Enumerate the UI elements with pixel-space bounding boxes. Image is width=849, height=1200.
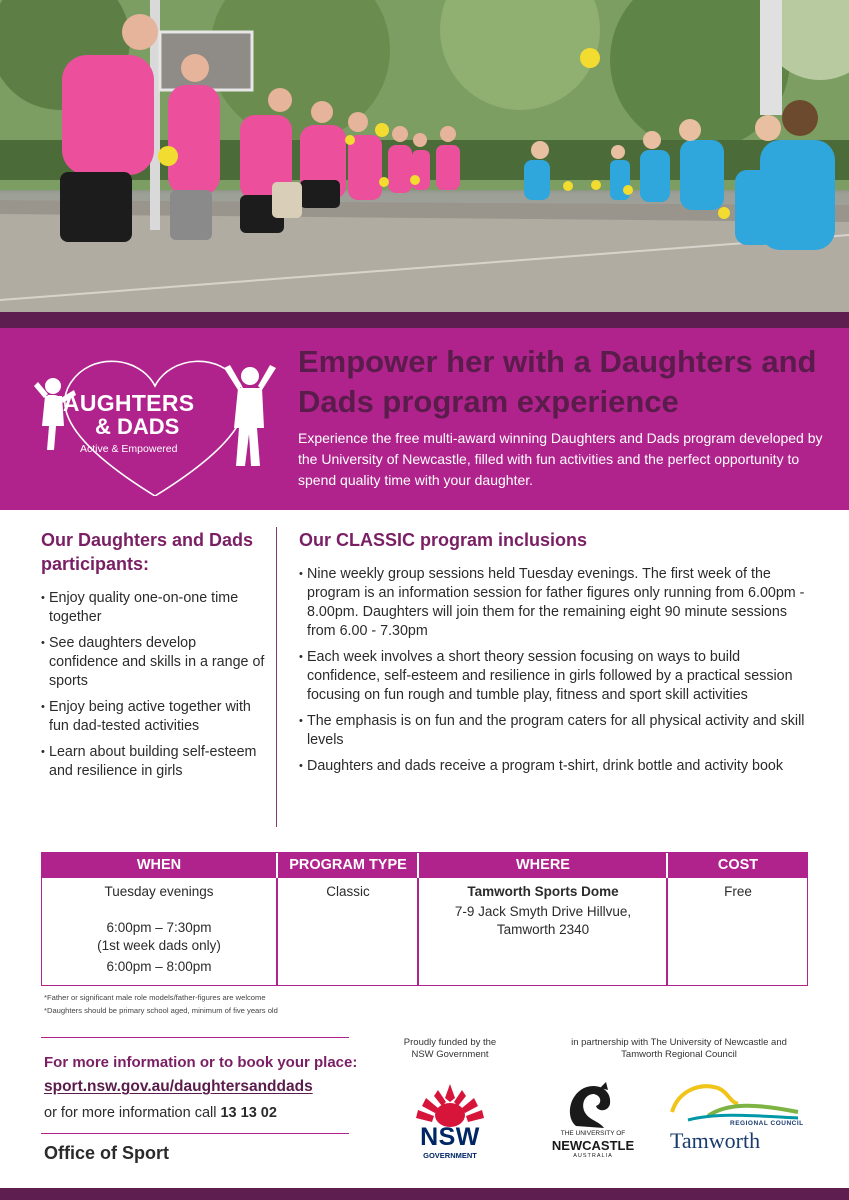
- logo-tagline: Active & Empowered: [80, 443, 178, 455]
- participants-list: [41, 589, 266, 781]
- uon-logo-line1: THE UNIVERSITY OF: [560, 1130, 626, 1137]
- contact-phone-line: [44, 1105, 277, 1121]
- uon-logo-line2: NEWCASTLE: [551, 1138, 635, 1153]
- header-program-type: PROGRAM TYPE: [289, 857, 407, 873]
- list-item: • Enjoy quality one-on-one time together: [41, 589, 266, 627]
- funding-line: Proudly funded by the: [403, 1037, 497, 1048]
- partnership-line: in partnership with The University of Newcastle and: [571, 1037, 787, 1048]
- footer-bar: [0, 1188, 849, 1200]
- landscape-icon: [668, 1082, 808, 1124]
- nsw-government-logo: [414, 1082, 486, 1162]
- list-item: • See daughters develop confidence and skills in a range of sports: [41, 634, 266, 691]
- list-item: • Each week involves a short theory session focusing on ways to build confidence, self-esteem and resilience in girls followed by a practical session focusing on fun rough and tumble play, fitness and sport skill activities: [299, 648, 814, 705]
- list-item: • Learn about building self-esteem and resilience in girls: [41, 743, 266, 781]
- header-divider: [276, 853, 278, 878]
- header-divider: [417, 853, 419, 878]
- where-address-line2: Tamworth 2340: [496, 922, 590, 937]
- header-cost: COST: [717, 857, 759, 873]
- when-time-first-week: 6:00pm – 8:00pm: [106, 959, 212, 974]
- cell-cost: Free: [724, 884, 752, 899]
- divider-line: [41, 1133, 349, 1134]
- partnership-line: Tamworth Regional Council: [621, 1049, 737, 1060]
- inclusions-section: [299, 528, 814, 783]
- logo-text-dads: & DADS: [95, 414, 180, 439]
- list-item: • Daughters and dads receive a program t-shirt, drink bottle and activity book: [299, 757, 814, 776]
- tamworth-council-label: REGIONAL COUNCIL: [730, 1120, 804, 1127]
- where-address-line1: 7-9 Jack Smyth Drive Hillvue,: [454, 904, 632, 919]
- waratah-icon: [414, 1082, 486, 1128]
- participants-section: [41, 528, 266, 788]
- list-item: • Enjoy being active together with fun dad-tested activities: [41, 698, 266, 736]
- program-website-link[interactable]: sport.nsw.gov.au/daughtersanddads: [44, 1078, 313, 1095]
- contact-call-label: or for more information call: [44, 1105, 221, 1121]
- program-details-table: [41, 852, 808, 986]
- header-when: WHEN: [136, 857, 182, 873]
- cell-where: [419, 883, 667, 939]
- university-of-newcastle-logo: [548, 1082, 638, 1162]
- page-title: Empower her with a Daughters and Dads program experience: [298, 344, 817, 419]
- seahorse-icon: [548, 1082, 638, 1130]
- nsw-logo-subtext: GOVERNMENT: [423, 1151, 477, 1160]
- hero-description: Experience the free multi-award winning Daughters and Dads program developed by the University of Newcastle, filled with fun activities and the perfect opportunity to spend quality time with your daughter.: [298, 430, 823, 488]
- partnership-caption: [548, 1037, 810, 1061]
- participants-heading: Our Daughters and Dads participants:: [41, 530, 254, 574]
- footnote: *Daughters should be primary school aged, minimum of five years old: [44, 1006, 278, 1015]
- nsw-logo-text: NSW: [420, 1123, 480, 1151]
- when-note: (1st week dads only): [97, 938, 221, 953]
- footnote: *Father or significant male role models/father-figures are welcome: [44, 993, 266, 1002]
- hero-photo: [0, 0, 849, 312]
- tamworth-name: Tamworth: [670, 1128, 761, 1153]
- cell-when: [42, 883, 276, 976]
- inclusions-heading: Our CLASSIC program inclusions: [299, 530, 588, 550]
- header-where: WHERE: [516, 857, 570, 873]
- list-item: • The emphasis is on fun and the program caters for all physical activity and skill levels: [299, 712, 814, 750]
- photo-divider: [0, 312, 849, 328]
- hero-band: [0, 328, 849, 510]
- cell-program-type: Classic: [326, 884, 370, 899]
- when-time: 6:00pm – 7:30pm: [106, 920, 212, 935]
- inclusions-list: [299, 565, 814, 776]
- tamworth-regional-council-logo: [668, 1082, 808, 1154]
- office-of-sport-label: Office of Sport: [44, 1143, 169, 1163]
- when-day: Tuesday evenings: [104, 884, 214, 899]
- contact-phone-number[interactable]: 13 13 02: [220, 1105, 277, 1121]
- contact-heading: For more information or to book your place:: [44, 1054, 358, 1071]
- header-divider: [666, 853, 668, 878]
- column-divider: [276, 527, 277, 827]
- uon-logo-line3: AUSTRALIA: [573, 1153, 613, 1159]
- table-header-row: [42, 853, 807, 878]
- funding-caption: [385, 1037, 515, 1061]
- funding-line: NSW Government: [411, 1049, 489, 1060]
- list-item: • Nine weekly group sessions held Tuesday evenings. The first week of the program is an information session for father figures only running from 6.00pm - 8.00pm. Daughters will join them for the remaining eight 90 minute sessions from 6.00 - 7.30pm: [299, 565, 814, 641]
- logo-text-daughters: DAUGHTERS: [46, 390, 195, 416]
- divider-line: [41, 1037, 349, 1038]
- photo-illustration: [0, 0, 849, 312]
- where-venue: Tamworth Sports Dome: [467, 884, 619, 899]
